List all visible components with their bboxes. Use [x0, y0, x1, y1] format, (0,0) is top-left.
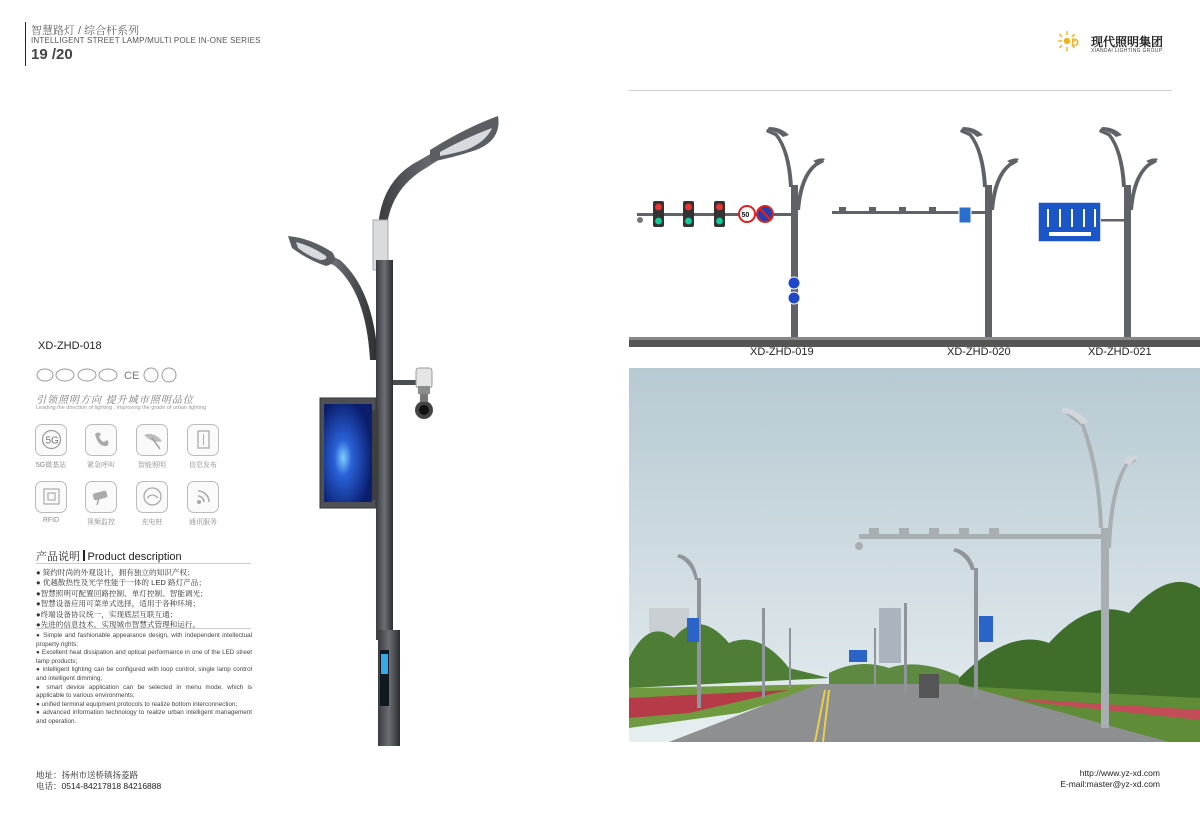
series-title-cn: 智慧路灯 / 综合杆系列 — [31, 25, 140, 37]
list-item: ●先进的信息技术，实现城市智慧式管理和运行。 — [36, 620, 201, 630]
feature-label: 通讯服务 — [189, 519, 217, 526]
pole-019 — [637, 127, 825, 337]
list-item: ● unified terminal equipment protocols to realize bottom interconnection; — [36, 700, 238, 708]
list-item: ● Excellent heat dissipation and optical performance in one of the LED street lamp products; — [36, 649, 252, 665]
feature-label: 信息发布 — [189, 462, 217, 469]
description-en-list — [36, 632, 252, 727]
feature-smart-lighting — [131, 424, 173, 470]
smart-lighting-icon — [136, 424, 168, 456]
traffic-lights — [653, 201, 725, 227]
list-item: ● 优越散热性及光学性能于一体的 LED 路灯产品； — [36, 578, 206, 588]
street-photo — [629, 368, 1200, 742]
address-text: 地址：扬州市送桥镇扬菱路 — [36, 770, 139, 780]
list-item: ●智慧照明可配置回路控制、单灯控制、智能调光； — [36, 588, 208, 598]
divider — [36, 563, 251, 564]
description-cn-list — [36, 568, 256, 630]
list-item: ●智慧设备应用可菜单式选择，适用于各种环境； — [36, 599, 201, 609]
pole-021 — [1099, 127, 1158, 337]
pole-020 — [832, 127, 1019, 337]
list-item: ● advanced information technology to realize urban intelligent management and operation. — [36, 709, 252, 725]
email-link[interactable]: E-mail:master@yz-xd.com — [1060, 779, 1160, 789]
top-divider — [629, 90, 1172, 91]
cert-badge-2-icon — [56, 369, 74, 381]
list-item: ● 简约时尚的外观设计，拥有独立的知识产权； — [36, 568, 195, 577]
feature-label: 充电桩 — [141, 519, 163, 526]
cert-round-2-icon — [162, 368, 176, 382]
model-label-019: XD-ZHD-019 — [750, 346, 814, 358]
list-item: ●终端设备协议统一，实现底层互联互通； — [36, 609, 178, 619]
video-monitor-icon — [85, 481, 117, 513]
ce-mark-icon: CE — [124, 370, 140, 382]
footer-web — [1060, 768, 1160, 790]
charging-pile-icon — [136, 481, 168, 513]
certification-icons — [36, 366, 196, 384]
page-number: 19 /20 — [31, 46, 73, 63]
product-model: XD-ZHD-018 — [38, 340, 102, 352]
heading-divider — [83, 550, 85, 561]
feature-label: 智能照明 — [138, 462, 166, 469]
rfid-icon — [35, 481, 67, 513]
feature-emergency-call — [80, 424, 122, 470]
model-label-020: XD-ZHD-020 — [947, 346, 1011, 358]
heading-cn: 产品说明 — [36, 551, 80, 563]
cert-cqc-icon — [99, 369, 117, 381]
header-rule — [25, 22, 26, 66]
heading-en: Product description — [87, 551, 182, 563]
brand-name-cn: 现代照明集团 — [1091, 35, 1164, 49]
phone-text: 电话：0514-84217818 84216888 — [36, 781, 162, 791]
feature-communication — [182, 481, 224, 527]
emergency-call-icon — [85, 424, 117, 456]
svg-text:D: D — [1071, 37, 1079, 49]
footer-contact — [36, 770, 161, 792]
list-item: ● smart device application can be selected in menu mode, which is applicable to various environments; — [36, 683, 252, 700]
slogan-cn: 引领照明方向 提升城市照明品位 — [36, 395, 194, 406]
cert-badge-1-icon — [37, 369, 53, 381]
product-description-heading — [36, 548, 182, 564]
feature-rfid — [30, 481, 72, 524]
brand-logo — [1058, 30, 1178, 58]
feature-label: 紧急呼叫 — [87, 462, 115, 469]
product-pole-image — [280, 110, 510, 750]
5g-icon — [35, 424, 67, 456]
upper-arm — [378, 122, 492, 410]
feature-charging-pile — [131, 481, 173, 527]
feature-video-monitor — [80, 481, 122, 527]
slogan-en: Leading the direction of lighting , improving the grade of urban lighting — [36, 405, 207, 411]
svg-text:5G: 5G — [45, 435, 59, 447]
feature-5g — [30, 424, 72, 470]
info-release-icon — [187, 424, 219, 456]
speed-limit-value: 50 — [741, 212, 750, 219]
website-link[interactable]: http://www.yz-xd.com — [1079, 768, 1160, 778]
speed-limit-sign — [739, 206, 773, 222]
model-label-021: XD-ZHD-021 — [1088, 346, 1152, 358]
cert-round-icon — [144, 368, 158, 382]
communication-icon — [187, 481, 219, 513]
brand-name-en: XIANDAI LIGHTING GROUP — [1091, 48, 1163, 54]
list-item: ● intelligent lighting can be configured with loop control, single lamp control and intelligent dimming; — [36, 666, 252, 682]
cert-ccc-icon — [78, 369, 96, 381]
feature-label: 5G微基站 — [35, 462, 67, 469]
series-title-en: INTELLIGENT STREET LAMP/MULTI POLE IN-ONE SERIES — [31, 36, 261, 45]
logo-mark-icon — [1058, 30, 1084, 54]
divider — [36, 628, 251, 629]
feature-info-release — [182, 424, 224, 470]
list-item: ● Simple and fashionable appearance design, with independent intellectual property rights; — [36, 632, 252, 648]
feature-label: 视频监控 — [87, 519, 115, 526]
pole-variants-drawing — [629, 115, 1200, 347]
feature-label: RFID — [42, 517, 60, 524]
